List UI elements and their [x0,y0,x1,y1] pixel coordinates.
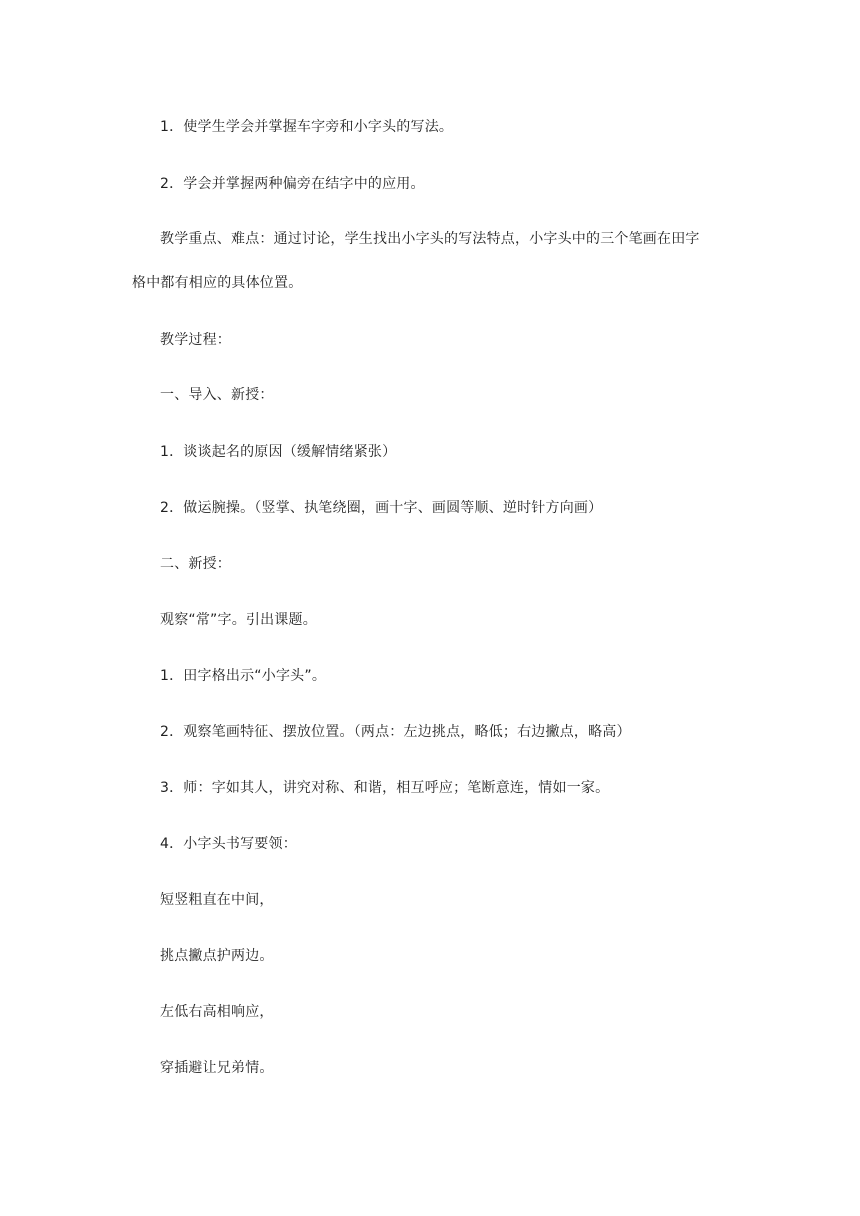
step-2-1: 1．田字格出示“小字头”。 [160,668,327,684]
rhyme-line-1: 短竖粗直在中间， [160,892,274,908]
observe-line: 观察“常”字。引出课题。 [160,612,317,628]
step-2-2: 2．观察笔画特征、摆放位置。（两点：左边挑点，略低；右边撇点，略高） [160,724,631,740]
section-1-heading: 一、导入、新授： [160,387,274,403]
key-points-line-1: 教学重点、难点：通过讨论，学生找出小字头的写法特点，小字头中的三个笔画在田字 [160,231,700,247]
rhyme-line-4: 穿插避让兄弟情。 [160,1060,274,1076]
section-2-heading: 二、新授： [160,556,231,572]
rhyme-line-3: 左低右高相响应， [160,1004,274,1020]
objective-2: 2．学会并掌握两种偏旁在结字中的应用。 [160,176,425,192]
rhyme-line-2: 挑点撇点护两边。 [160,948,274,964]
process-heading: 教学过程： [160,332,231,348]
step-2-4: 4．小字头书写要领： [160,836,297,852]
step-1-1: 1．谈谈起名的原因（缓解情绪紧张） [160,444,397,460]
key-points-line-2: 格中都有相应的具体位置。 [132,275,303,291]
step-1-2: 2．做运腕操。（竖掌、执笔绕圈，画十字、画圆等顺、逆时针方向画） [160,500,603,516]
step-2-3: 3．师：字如其人，讲究对称、和谐，相互呼应；笔断意连，情如一家。 [160,780,610,796]
objective-1: 1．使学生学会并掌握车字旁和小字头的写法。 [160,119,454,135]
